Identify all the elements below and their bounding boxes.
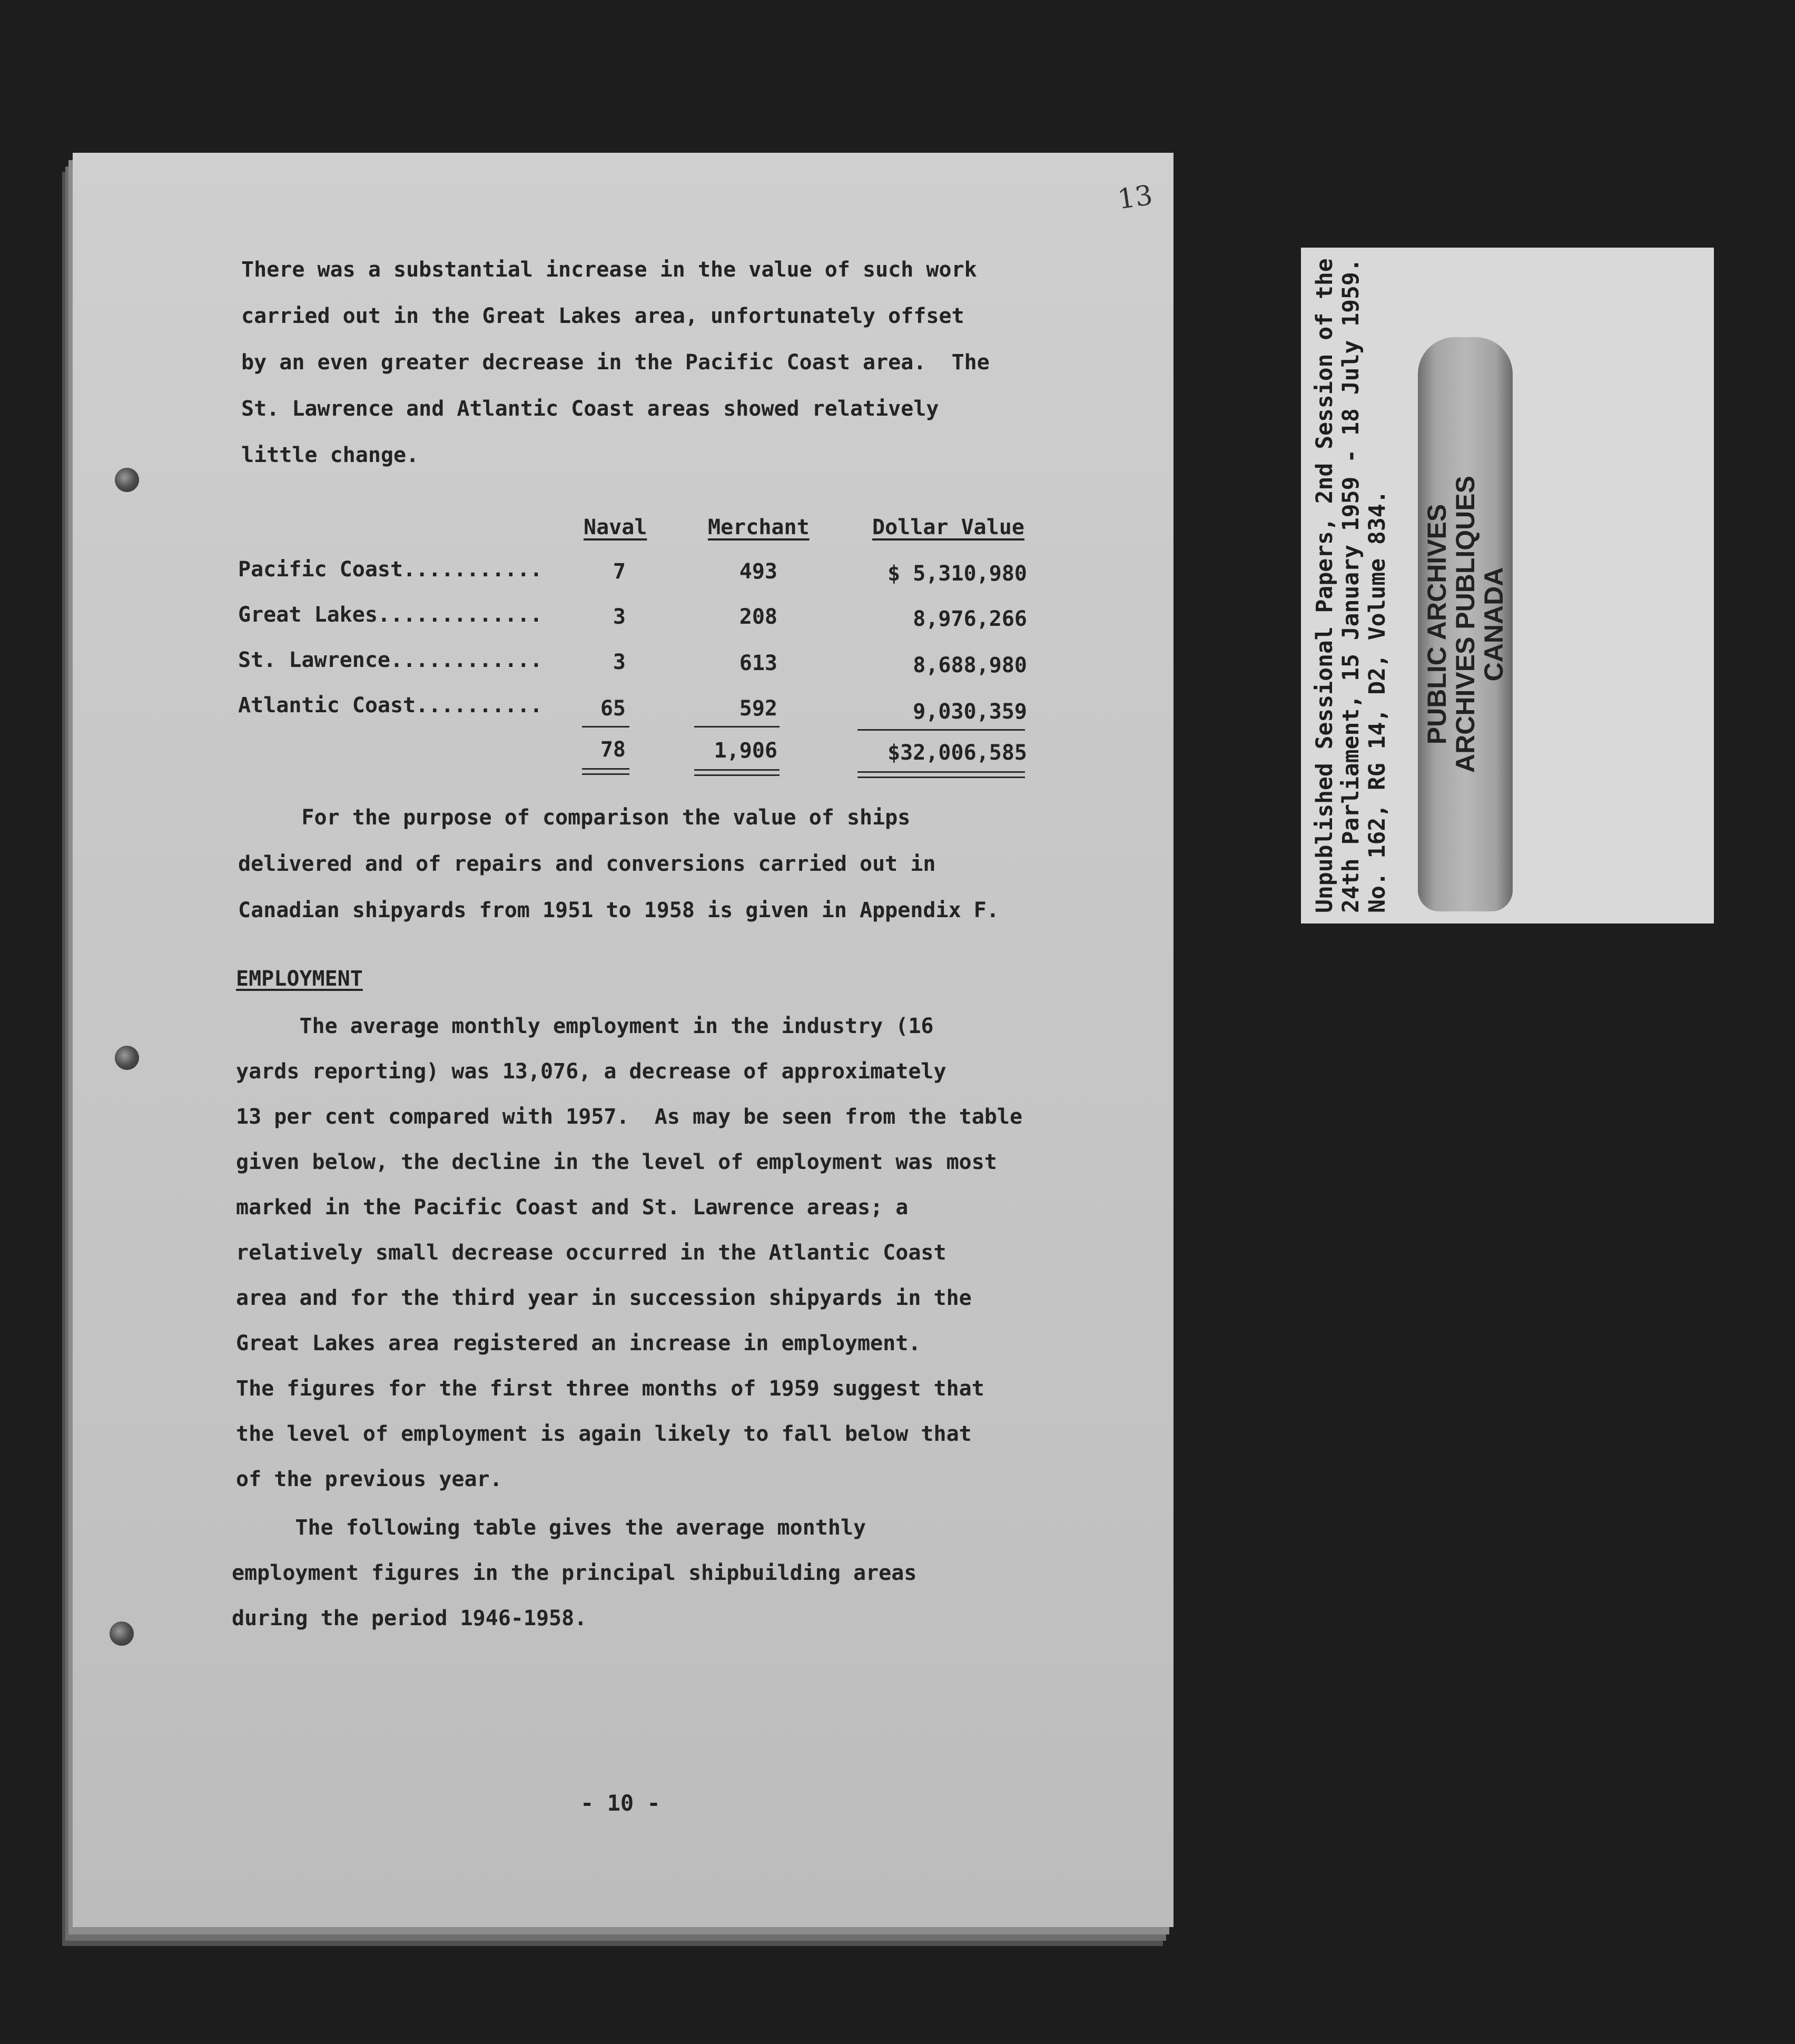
paragraph-line: the level of employment is again likely to fall below that	[236, 1422, 972, 1446]
archives-stamp-text	[1418, 337, 1513, 911]
table-header-naval: Naval	[584, 515, 647, 539]
binder-hole-middle	[115, 1046, 139, 1070]
table-row-area: Great Lakes.............	[238, 603, 543, 627]
paragraph-line: St. Lawrence and Atlantic Coast areas showed relatively	[241, 397, 939, 421]
table-rule	[857, 729, 1025, 731]
table-row-naval: 3	[613, 650, 626, 674]
table-total-value: $32,006,585	[887, 741, 1027, 765]
table-total-naval: 78	[600, 738, 626, 762]
paragraph-line: relatively small decrease occurred in the Atlantic Coast	[236, 1241, 946, 1265]
paragraph-line: 13 per cent compared with 1957. As may be seen from the table	[236, 1105, 1023, 1129]
table-rule	[694, 726, 780, 728]
table-header-merchant: Merchant	[708, 515, 810, 539]
table-total-merchant: 1,906	[714, 739, 777, 763]
handwritten-page-number: 13	[1116, 179, 1155, 216]
page-footer-number: - 10 -	[580, 1790, 660, 1816]
table-row-area: Pacific Coast...........	[238, 557, 543, 582]
paragraph-line: Great Lakes area registered an increase in employment.	[236, 1331, 921, 1355]
table-row-area: St. Lawrence............	[238, 648, 543, 672]
paragraph-line: The following table gives the average monthly	[232, 1516, 866, 1540]
table-rule	[582, 726, 629, 728]
table-row-value: 9,030,359	[913, 700, 1027, 724]
stamp-line: CANADA	[1479, 567, 1508, 682]
table-row-naval: 65	[600, 696, 626, 721]
paragraph-line: yards reporting) was 13,076, a decrease of approximately	[236, 1059, 946, 1084]
section-heading: EMPLOYMENT	[236, 967, 363, 991]
paragraph-line: employment figures in the principal shipbuilding areas	[232, 1561, 917, 1585]
caption-line: No. 162, RG 14, D2, Volume 834.	[1364, 490, 1390, 913]
paragraph-line: Canadian shipyards from 1951 to 1958 is given in Appendix F.	[238, 898, 999, 922]
table-double-rule	[694, 774, 780, 776]
table-row-value: 8,976,266	[913, 607, 1027, 631]
table-row-area: Atlantic Coast..........	[238, 693, 543, 718]
table-row-naval: 3	[613, 605, 626, 629]
caption-line: 24th Parliament, 15 January 1959 - 18 July 1959.	[1338, 258, 1364, 913]
paragraph-line: For the purpose of comparison the value of ships	[238, 805, 911, 830]
table-double-rule	[857, 777, 1025, 778]
paragraph-line: The figures for the first three months of 1959 suggest that	[236, 1377, 984, 1401]
table-double-rule	[582, 768, 629, 770]
archives-stamp-label	[1418, 337, 1513, 911]
table-row-value: 8,688,980	[913, 653, 1027, 677]
binder-hole-top	[115, 468, 139, 492]
paragraph-line: by an even greater decrease in the Pacific Coast area. The	[241, 350, 990, 375]
paragraph-line: little change.	[241, 443, 419, 467]
stamp-line: ARCHIVES PUBLIQUES	[1451, 476, 1480, 773]
table-row-naval: 7	[613, 559, 626, 584]
caption-line: Unpublished Sessional Papers, 2nd Session of the	[1311, 258, 1338, 913]
paragraph-line: There was a substantial increase in the value of such work	[241, 258, 977, 282]
paragraph-line: carried out in the Great Lakes area, unfortunately offset	[241, 304, 964, 328]
table-row-merchant: 613	[739, 651, 777, 675]
table-row-merchant: 208	[739, 605, 777, 629]
table-row-merchant: 592	[739, 696, 777, 721]
table-double-rule	[694, 769, 780, 771]
table-double-rule	[582, 773, 629, 775]
paragraph-line: marked in the Pacific Coast and St. Lawrence areas; a	[236, 1195, 909, 1220]
paragraph-line: given below, the decline in the level of employment was most	[236, 1150, 997, 1174]
archive-reference-card	[1301, 248, 1714, 923]
paragraph-line: area and for the third year in succession shipyards in the	[236, 1286, 972, 1310]
binder-hole-bottom	[110, 1622, 134, 1646]
table-row-value: $ 5,310,980	[887, 562, 1027, 586]
stamp-line: PUBLIC ARCHIVES	[1422, 504, 1452, 745]
table-header-dollar-value: Dollar Value	[872, 515, 1024, 539]
table-double-rule	[857, 771, 1025, 773]
paragraph-line: of the previous year.	[236, 1467, 502, 1491]
paragraph-line: delivered and of repairs and conversions carried out in	[238, 852, 936, 876]
paragraph-line: The average monthly employment in the industry (16	[236, 1014, 934, 1038]
paragraph-line: during the period 1946-1958.	[232, 1606, 587, 1630]
table-row-merchant: 493	[739, 559, 777, 584]
